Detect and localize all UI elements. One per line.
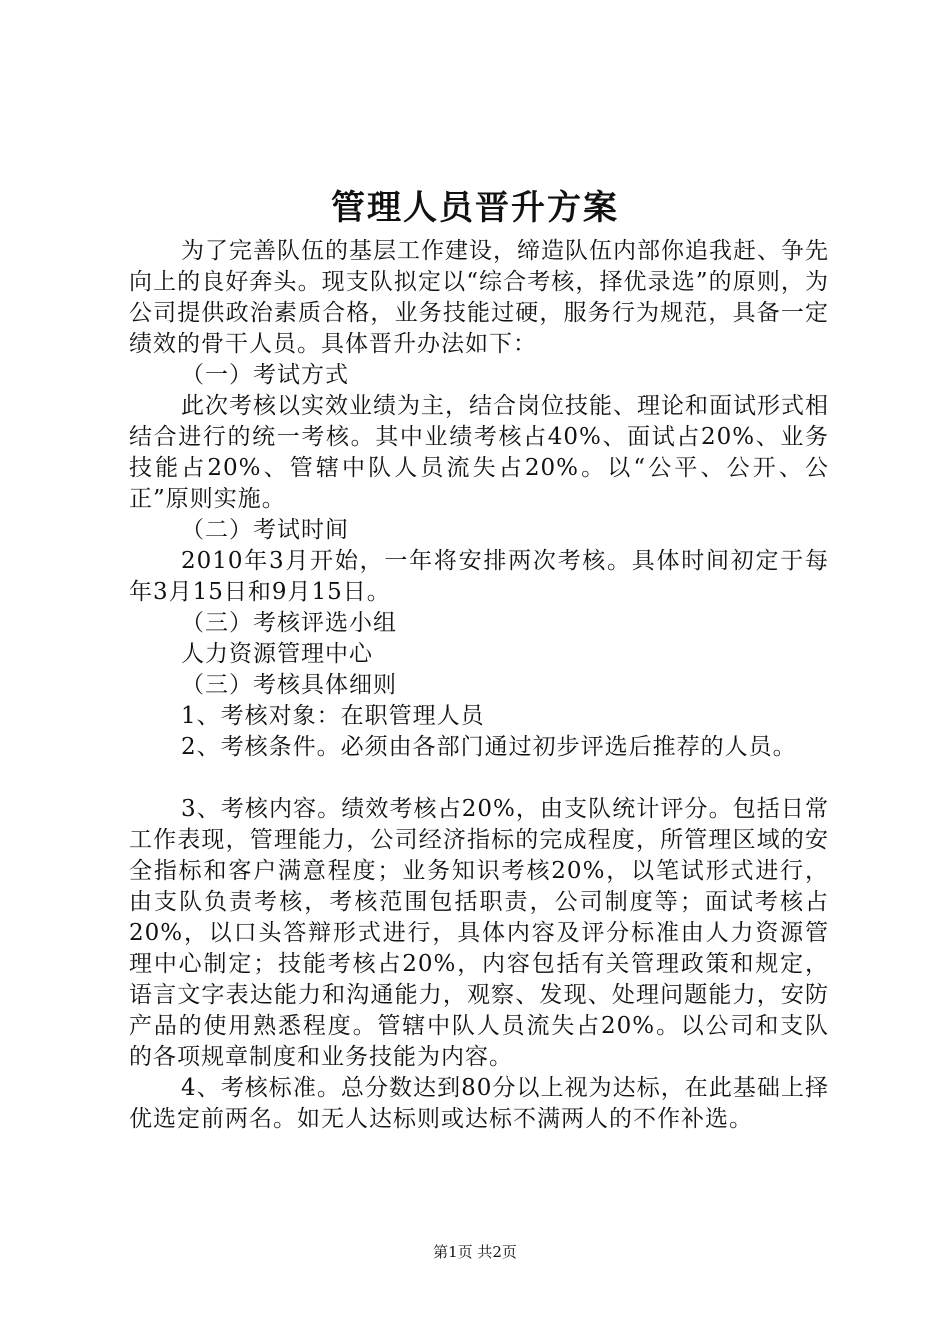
document-title: 管理人员晋升方案 <box>331 188 619 228</box>
section-heading-rules: （三）考核具体细则 <box>181 672 397 698</box>
section-heading-exam-method: （一）考试方式 <box>181 362 349 388</box>
section-heading-review-group: （三）考核评选小组 <box>181 610 397 636</box>
exam-method-paragraph: 此次考核以实效业绩为主，结合岗位技能、理论和面试形式相结合进行的统一考核。其中业绩考核占40%、面试占20%、业务技能占20%、管辖中队人员流失占20%。以“公平、公开、公正”原则实施。 <box>129 393 829 512</box>
rule-item-4: 4、考核标准。总分数达到80分以上视为达标，在此基础上择优选定前两名。如无人达标则或达标不满两人的不作补选。 <box>129 1075 829 1132</box>
exam-time-paragraph: 2010年3月开始，一年将安排两次考核。具体时间初定于每年3月15日和9月15日。 <box>129 548 829 605</box>
rule-item-2: 2、考核条件。必须由各部门通过初步评选后推荐的人员。 <box>181 734 797 760</box>
document-body <box>129 236 829 1135</box>
paragraph-gap <box>129 763 829 794</box>
section-heading-exam-time: （二）考试时间 <box>181 517 349 543</box>
review-group-paragraph: 人力资源管理中心 <box>181 641 373 667</box>
page-footer: 第1页 共2页 <box>433 1243 517 1261</box>
rule-item-1: 1、考核对象：在职管理人员 <box>181 703 485 729</box>
intro-paragraph: 为了完善队伍的基层工作建设，缔造队伍内部你追我赶、争先向上的良好奔头。现支队拟定以“综合考核，择优录选”的原则，为公司提供政治素质合格，业务技能过硬，服务行为规范，具备一定绩效的骨干人员。具体晋升办法如下： <box>129 238 829 357</box>
rule-item-3: 3、考核内容。绩效考核占20%，由支队统计评分。包括日常工作表现，管理能力，公司经济指标的完成程度，所管理区域的安全指标和客户满意程度；业务知识考核20%，以笔试形式进行，由支队负责考核，考核范围包括职责，公司制度等；面试考核占20%，以口头答辩形式进行，具体内容及评分标准由人力资源管理中心制定；技能考核占20%，内容包括有关管理政策和规定，语言文字表达能力和沟通能力，观察、发现、处理问题能力，安防产品的使用熟悉程度。管辖中队人员流失占20%。以公司和支队的各项规章制度和业务技能为内容。 <box>129 796 829 1070</box>
